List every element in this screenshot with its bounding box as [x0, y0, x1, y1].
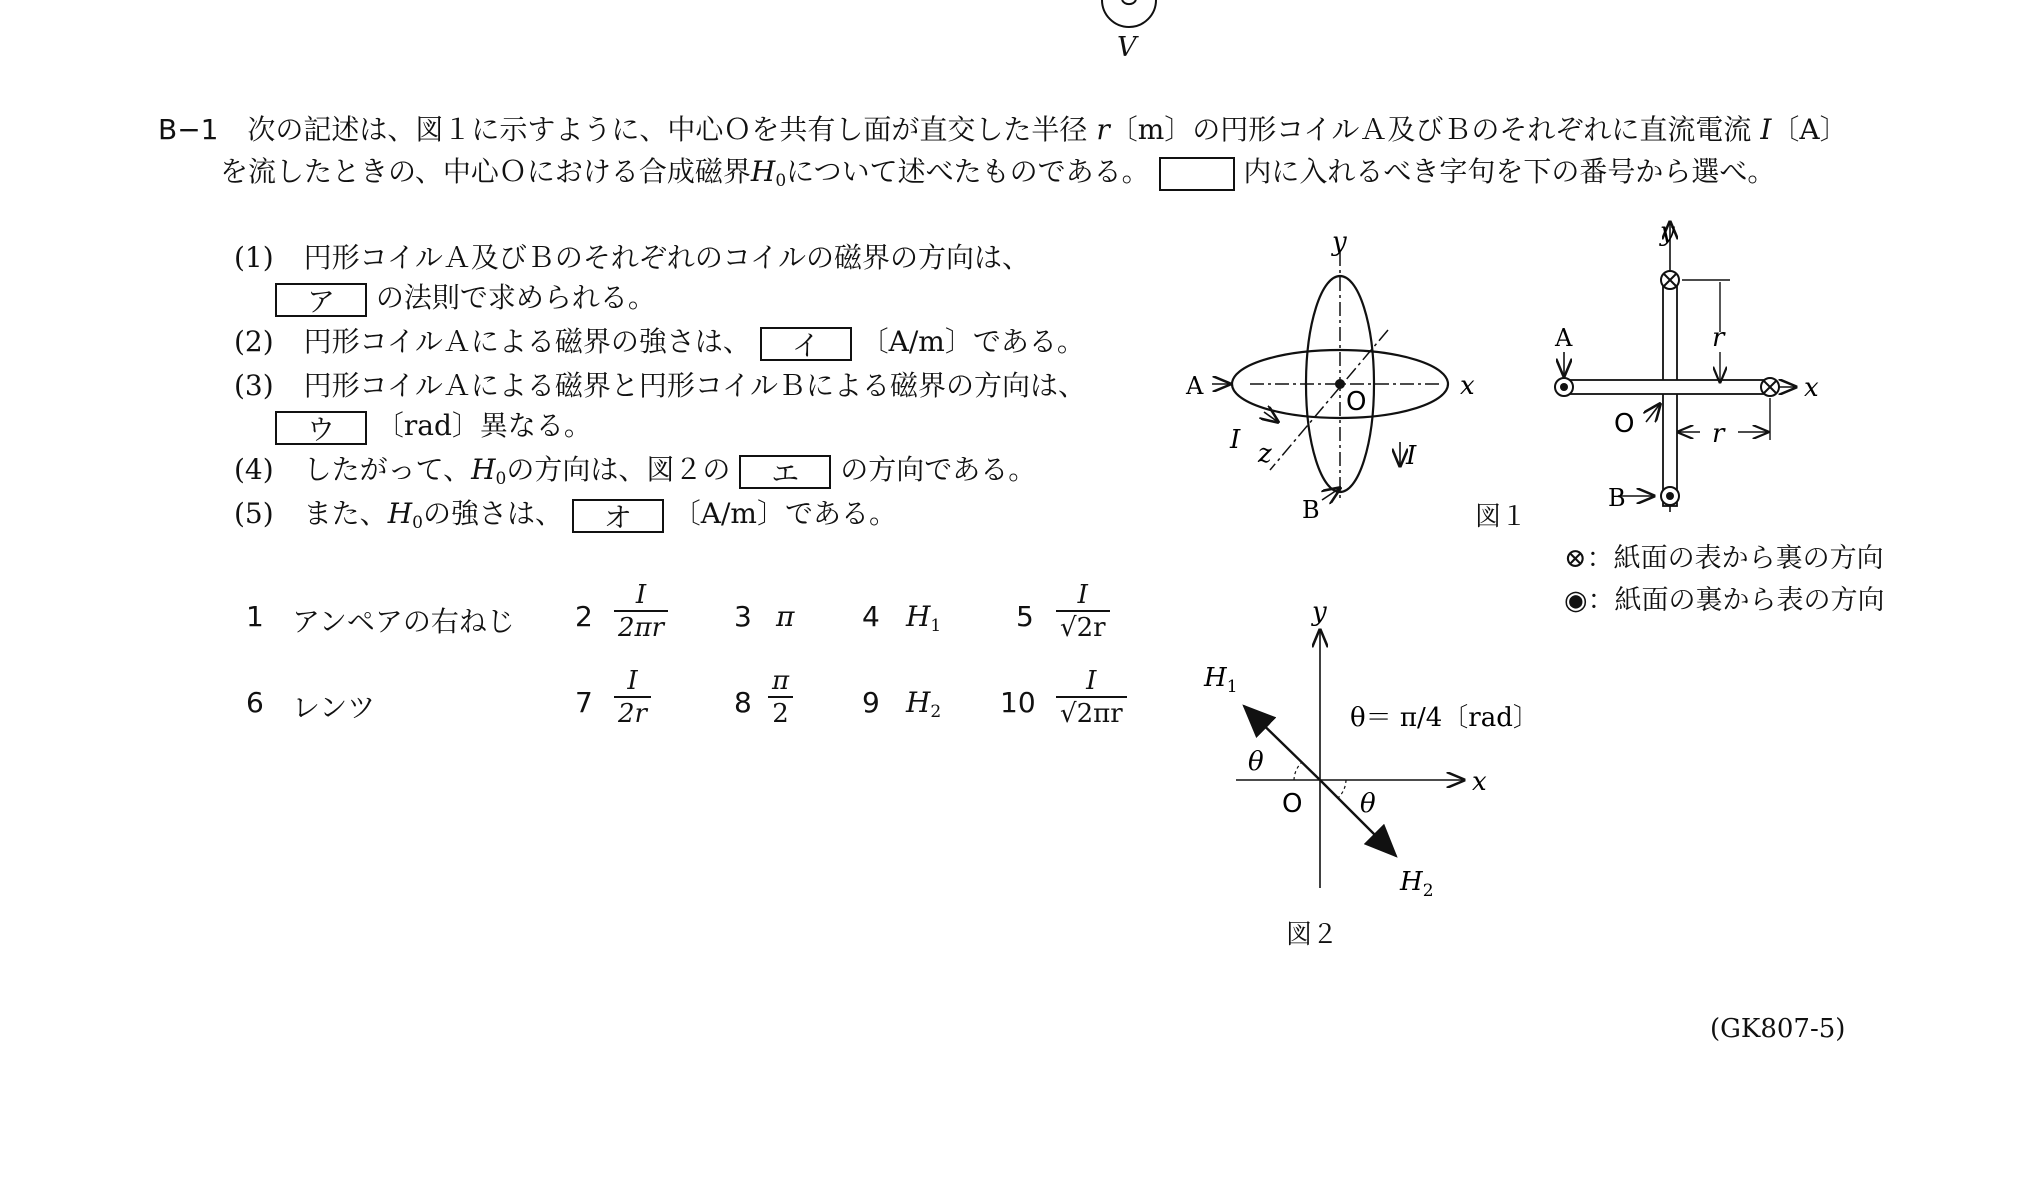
- choice-1-text: アンペアの右ねじ: [292, 605, 515, 638]
- choice-8-num: 8: [734, 686, 752, 719]
- statement-number: (2): [234, 325, 274, 358]
- axis-y-label: y: [1312, 597, 1327, 627]
- statement-text: の法則で求められる。: [375, 281, 656, 314]
- choice-8-fraction: [768, 666, 793, 730]
- axis-x-label: x: [1472, 767, 1487, 797]
- choice-7-fraction: [614, 666, 651, 730]
- blank-e: エ: [739, 455, 831, 489]
- out-of-page-icon: ◉: [1564, 585, 1588, 616]
- h2-label: [1399, 867, 1434, 901]
- numerator: I: [627, 666, 638, 696]
- center-o-label: O: [1346, 387, 1367, 417]
- blank-o: オ: [572, 499, 664, 533]
- numerator: I: [635, 580, 647, 610]
- question-text-1a: 次の記述は、図１に示すように、中心Ｏを共有し面が直交した半径: [247, 113, 1088, 146]
- numerator: I: [1086, 666, 1097, 696]
- axis-x-label: x: [1460, 371, 1475, 401]
- choice-4-num: 4: [862, 600, 880, 633]
- choice-1-num: 1: [246, 600, 264, 633]
- sub-0: 0: [495, 469, 507, 489]
- var-h0: H: [750, 155, 776, 188]
- statement-number: (5): [234, 497, 274, 530]
- statement-text: また、: [303, 497, 388, 530]
- theta-equation: θ＝ π/4〔rad〕: [1350, 703, 1539, 733]
- figure-2-caption: 図２: [1286, 920, 1339, 950]
- statement-3: [234, 364, 1086, 404]
- figure-2: [1190, 590, 1550, 910]
- statement-text: の強さは、: [422, 497, 563, 530]
- statement-text: の方向である。: [840, 453, 1037, 486]
- sub-1: 1: [1226, 677, 1238, 697]
- choice-6-text: レンツ: [292, 691, 376, 724]
- theta-label: θ: [1360, 789, 1376, 819]
- statement-2: [234, 320, 1085, 361]
- var-h: H: [906, 686, 931, 719]
- axis-y-label: y: [1660, 217, 1675, 247]
- legend-text: ：紙面の裏から表の方向: [1587, 585, 1885, 616]
- legend-out-of-page: [1564, 578, 1885, 617]
- radius-r-label: r: [1712, 419, 1725, 449]
- meter-symbol: [1100, 0, 1160, 24]
- coil-a-label: A: [1555, 324, 1573, 352]
- question-text-2c: 内に入れるべき字句を下の番号から選べ。: [1243, 155, 1776, 188]
- statement-number: (3): [234, 369, 274, 402]
- numerator: π: [772, 666, 790, 696]
- sub-0: 0: [775, 171, 787, 191]
- coil-b-label: B: [1608, 484, 1626, 512]
- choice-10-fraction: [1056, 666, 1127, 730]
- choice-3-text: π: [776, 600, 795, 633]
- figure-1-caption: 図１: [1475, 502, 1528, 532]
- axis-y-label: y: [1332, 227, 1347, 257]
- current-i-label: I: [1406, 441, 1417, 471]
- question-text-2a: を流したときの、中心Ｏにおける合成磁界: [220, 155, 751, 188]
- var-h0: H: [471, 453, 496, 486]
- coil-b-label: B: [1302, 496, 1320, 524]
- choice-10-num: 10: [1000, 686, 1036, 719]
- choice-3-num: 3: [734, 600, 752, 633]
- sub-0: 0: [412, 513, 423, 533]
- statement-text: 円形コイルＡによる磁界の強さは、: [303, 325, 751, 358]
- blank-u: ウ: [275, 411, 367, 445]
- choice-5-num: 5: [1016, 600, 1034, 633]
- denominator: 2r: [614, 696, 651, 730]
- coil-a-label: A: [1186, 372, 1204, 400]
- figure-1: [1170, 217, 1819, 540]
- into-page-icon: ⊗: [1564, 543, 1587, 574]
- choice-5-fraction: [1056, 580, 1110, 644]
- blank-a: ア: [275, 283, 367, 317]
- legend-into-page: [1564, 536, 1884, 575]
- unit-m: 〔m〕: [1109, 113, 1193, 146]
- question-text-2b: について述べたものである。: [786, 155, 1150, 188]
- denominator: 2πr: [614, 610, 668, 644]
- meter-label: V: [1117, 32, 1137, 63]
- choice-2-fraction: [614, 580, 668, 644]
- current-i-label: I: [1230, 425, 1241, 455]
- choice-6-num: 6: [246, 686, 264, 719]
- origin-o-label: O: [1282, 789, 1303, 819]
- center-o-label: O: [1614, 409, 1635, 439]
- question-number: B−1: [158, 113, 219, 146]
- radius-r-label: r: [1712, 323, 1725, 353]
- denominator: √2r: [1056, 610, 1110, 644]
- statement-5: [234, 492, 897, 533]
- var-h: H: [1204, 663, 1227, 693]
- denominator: 2: [768, 696, 793, 730]
- statement-4: [234, 448, 1036, 489]
- statement-number: (4): [234, 453, 274, 486]
- statement-number: (1): [234, 241, 274, 274]
- axis-z-label: z: [1258, 439, 1272, 469]
- denominator: √2πr: [1056, 696, 1127, 730]
- var-h: H: [1400, 867, 1423, 897]
- var-h0: H: [387, 497, 413, 530]
- choice-9-text: [906, 686, 941, 722]
- sub-2: 2: [1422, 881, 1434, 901]
- question-line-2: [220, 150, 1775, 191]
- statement-text: 〔rad〕異なる。: [375, 409, 592, 442]
- statement-text: 〔A/m〕である。: [860, 325, 1085, 358]
- choice-7-num: 7: [575, 686, 593, 719]
- theta-label: θ: [1248, 747, 1264, 777]
- question-line-1: [158, 108, 1848, 148]
- statement-1-cont: [275, 276, 656, 317]
- h1-label: [1203, 663, 1238, 697]
- choice-9-num: 9: [862, 686, 880, 719]
- unit-a: 〔A〕: [1771, 113, 1848, 146]
- statement-text: 円形コイルＡによる磁界と円形コイルＢによる磁界の方向は、: [303, 369, 1086, 402]
- statement-text: 円形コイルＡ及びＢのそれぞれのコイルの磁界の方向は、: [303, 241, 1030, 274]
- var-r: r: [1096, 113, 1110, 146]
- statement-text: の方向は、図２の: [506, 453, 731, 486]
- blank-box: [1159, 157, 1235, 191]
- blank-i: イ: [760, 327, 852, 361]
- numerator: I: [1077, 580, 1088, 610]
- var-h: H: [906, 600, 931, 633]
- axis-x-label: x: [1804, 373, 1819, 403]
- var-i: I: [1760, 113, 1772, 146]
- sub-1: 1: [930, 616, 942, 636]
- statement-1: [234, 236, 1030, 276]
- choice-4-text: [906, 600, 941, 636]
- statement-text: 〔A/m〕である。: [672, 497, 897, 530]
- statement-text: したがって、: [303, 453, 472, 486]
- statement-3-cont: [275, 404, 592, 445]
- legend-text: ：紙面の表から裏の方向: [1586, 543, 1884, 574]
- page-code: (GK807-5): [1710, 1014, 1846, 1044]
- sub-2: 2: [930, 702, 942, 722]
- coil-cross-section: [1554, 222, 1796, 512]
- choice-2-num: 2: [575, 600, 593, 633]
- question-text-1b: の円形コイルＡ及びＢのそれぞれに直流電流: [1192, 113, 1752, 146]
